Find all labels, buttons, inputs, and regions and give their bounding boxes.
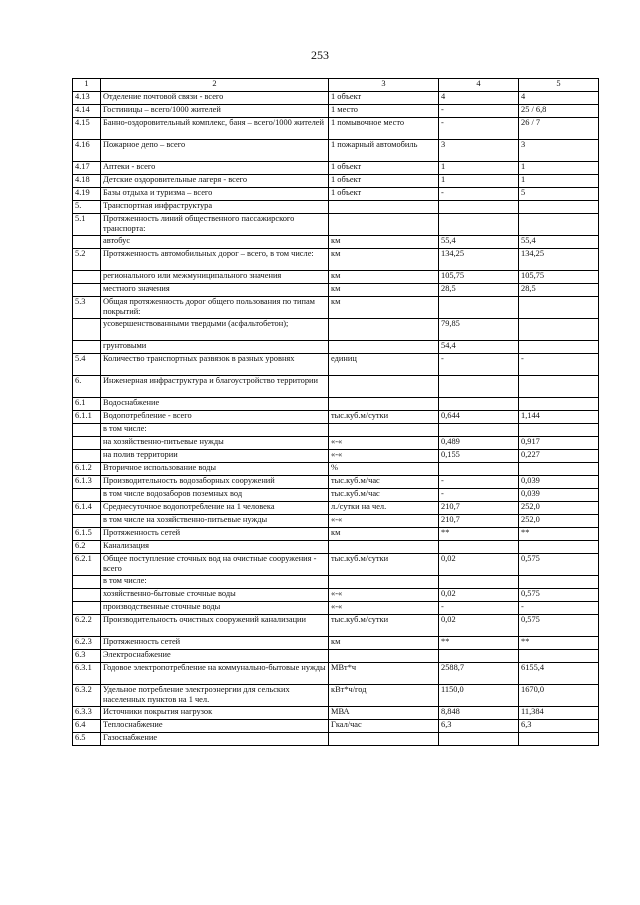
header-col-1: 1: [73, 79, 101, 92]
unit: [329, 201, 439, 214]
table-row: [73, 720, 599, 733]
row-number: 6.: [73, 376, 101, 398]
indicator-name: местного значения: [101, 284, 329, 297]
value-target: [519, 733, 599, 746]
row-number: 4.16: [73, 140, 101, 162]
row-number: [73, 489, 101, 502]
unit: км: [329, 297, 439, 319]
header-col-2: 2: [101, 79, 329, 92]
value-current: 79,85: [439, 319, 519, 341]
header-row: [73, 79, 599, 92]
indicator-name: в том числе:: [101, 576, 329, 589]
value-target: [519, 201, 599, 214]
value-current: [439, 576, 519, 589]
value-target: 25 / 6,8: [519, 105, 599, 118]
indicator-name: Водопотребление - всего: [101, 411, 329, 424]
indicator-name: Базы отдыха и туризма – всего: [101, 188, 329, 201]
unit: «-«: [329, 589, 439, 602]
value-current: [439, 398, 519, 411]
unit: тыс.куб.м/сутки: [329, 554, 439, 576]
value-target: [519, 341, 599, 354]
table-row: [73, 424, 599, 437]
indicator-name: Канализация: [101, 541, 329, 554]
table-row: [73, 528, 599, 541]
value-target: 5: [519, 188, 599, 201]
value-current: -: [439, 354, 519, 376]
unit: «-«: [329, 515, 439, 528]
unit: км: [329, 271, 439, 284]
value-target: **: [519, 637, 599, 650]
value-current: 105,75: [439, 271, 519, 284]
row-number: 6.2.3: [73, 637, 101, 650]
indicator-name: в том числе на хозяйственно-питьевые нужды: [101, 515, 329, 528]
indicator-name: Теплоснабжение: [101, 720, 329, 733]
value-target: -: [519, 602, 599, 615]
row-number: [73, 602, 101, 615]
table-row: [73, 236, 599, 249]
table-row: [73, 188, 599, 201]
unit: 1 объект: [329, 92, 439, 105]
row-number: [73, 271, 101, 284]
value-target: 0,575: [519, 615, 599, 637]
value-current: [439, 201, 519, 214]
indicator-name: Годовое электропотребление на коммунально-бытовые нужды: [101, 663, 329, 685]
table-row: [73, 589, 599, 602]
value-target: 0,039: [519, 489, 599, 502]
unit: [329, 650, 439, 663]
row-number: 6.3.2: [73, 685, 101, 707]
row-number: [73, 319, 101, 341]
value-target: [519, 398, 599, 411]
unit: 1 объект: [329, 175, 439, 188]
table-row: [73, 637, 599, 650]
row-number: [73, 424, 101, 437]
row-number: 6.3: [73, 650, 101, 663]
table-row: [73, 92, 599, 105]
table-row: [73, 411, 599, 424]
value-target: 134,25: [519, 249, 599, 271]
table-row: [73, 376, 599, 398]
unit: [329, 319, 439, 341]
row-number: 5.: [73, 201, 101, 214]
value-current: 210,7: [439, 502, 519, 515]
row-number: 4.17: [73, 162, 101, 175]
indicator-name: Банно-оздоровительный комплекс, баня – всего/1000 жителей: [101, 118, 329, 140]
header-col-3: 3: [329, 79, 439, 92]
value-current: -: [439, 489, 519, 502]
value-current: 210,7: [439, 515, 519, 528]
row-number: 6.5: [73, 733, 101, 746]
data-table: [72, 78, 599, 746]
value-target: 11,384: [519, 707, 599, 720]
value-current: 8,848: [439, 707, 519, 720]
row-number: [73, 341, 101, 354]
table-row: [73, 663, 599, 685]
value-current: 0,489: [439, 437, 519, 450]
value-target: [519, 376, 599, 398]
value-target: [519, 319, 599, 341]
value-current: [439, 463, 519, 476]
unit: [329, 398, 439, 411]
value-target: 6,3: [519, 720, 599, 733]
row-number: [73, 576, 101, 589]
value-target: 4: [519, 92, 599, 105]
indicator-name: Электроснабжение: [101, 650, 329, 663]
indicator-name: Водоснабжение: [101, 398, 329, 411]
unit: кВт*ч/год: [329, 685, 439, 707]
value-current: 4: [439, 92, 519, 105]
value-target: [519, 463, 599, 476]
value-target: 55,4: [519, 236, 599, 249]
unit: [329, 576, 439, 589]
value-current: 55,4: [439, 236, 519, 249]
unit: л./сутки на чел.: [329, 502, 439, 515]
unit: тыс.куб.м/час: [329, 489, 439, 502]
table-row: [73, 489, 599, 502]
value-current: 1: [439, 162, 519, 175]
value-target: 252,0: [519, 515, 599, 528]
table-row: [73, 450, 599, 463]
table-row: [73, 615, 599, 637]
table-row: [73, 707, 599, 720]
unit: км: [329, 637, 439, 650]
row-number: 6.1.2: [73, 463, 101, 476]
value-target: 28,5: [519, 284, 599, 297]
value-current: 3: [439, 140, 519, 162]
table-row: [73, 162, 599, 175]
unit: [329, 214, 439, 236]
table-row: [73, 476, 599, 489]
row-number: 6.3.3: [73, 707, 101, 720]
value-current: 0,155: [439, 450, 519, 463]
row-number: 5.3: [73, 297, 101, 319]
value-target: 0,575: [519, 554, 599, 576]
table-body: [73, 92, 599, 746]
row-number: 4.19: [73, 188, 101, 201]
table-row: [73, 650, 599, 663]
indicator-name: Производительность водозаборных сооружений: [101, 476, 329, 489]
table-row: [73, 297, 599, 319]
indicator-name: усовершенствованными твердыми (асфальтобетон);: [101, 319, 329, 341]
unit: МВт*ч: [329, 663, 439, 685]
value-current: 1150,0: [439, 685, 519, 707]
value-target: 0,227: [519, 450, 599, 463]
indicator-name: Протяженность сетей: [101, 528, 329, 541]
table-row: [73, 733, 599, 746]
row-number: [73, 515, 101, 528]
indicator-name: Протяженность сетей: [101, 637, 329, 650]
indicator-name: хозяйственно-бытовые сточные воды: [101, 589, 329, 602]
row-number: 5.2: [73, 249, 101, 271]
indicator-name: на полив территории: [101, 450, 329, 463]
value-current: 0,02: [439, 554, 519, 576]
indicator-name: на хозяйственно-питьевые нужды: [101, 437, 329, 450]
row-number: 6.1.1: [73, 411, 101, 424]
indicator-name: Инженерная инфраструктура и благоустройство территории: [101, 376, 329, 398]
table-row: [73, 437, 599, 450]
value-current: [439, 214, 519, 236]
row-number: [73, 437, 101, 450]
value-target: [519, 650, 599, 663]
row-number: 4.15: [73, 118, 101, 140]
indicator-name: производственные сточные воды: [101, 602, 329, 615]
row-number: 4.18: [73, 175, 101, 188]
indicator-name: Отделение почтовой связи - всего: [101, 92, 329, 105]
unit: тыс.куб.м/час: [329, 476, 439, 489]
value-current: -: [439, 105, 519, 118]
table-row: [73, 341, 599, 354]
value-target: 105,75: [519, 271, 599, 284]
value-target: 0,917: [519, 437, 599, 450]
unit: «-«: [329, 450, 439, 463]
row-number: 6.1: [73, 398, 101, 411]
value-target: 3: [519, 140, 599, 162]
row-number: 5.4: [73, 354, 101, 376]
indicator-name: Среднесуточное водопотребление на 1 человека: [101, 502, 329, 515]
table-row: [73, 463, 599, 476]
value-target: 6155,4: [519, 663, 599, 685]
value-current: [439, 297, 519, 319]
table-row: [73, 284, 599, 297]
table-row: [73, 105, 599, 118]
row-number: 4.13: [73, 92, 101, 105]
value-current: -: [439, 476, 519, 489]
table-row: [73, 685, 599, 707]
value-current: [439, 650, 519, 663]
indicator-name: грунтовыми: [101, 341, 329, 354]
value-target: [519, 214, 599, 236]
indicator-name: Количество транспортных развязок в разных уровнях: [101, 354, 329, 376]
value-current: -: [439, 188, 519, 201]
value-current: [439, 424, 519, 437]
value-current: 2588,7: [439, 663, 519, 685]
value-current: 0,02: [439, 589, 519, 602]
header-col-5: 5: [519, 79, 599, 92]
table-row: [73, 140, 599, 162]
row-number: 6.1.5: [73, 528, 101, 541]
unit: 1 помывочное место: [329, 118, 439, 140]
unit: «-«: [329, 437, 439, 450]
unit: [329, 733, 439, 746]
row-number: 6.2: [73, 541, 101, 554]
unit: км: [329, 236, 439, 249]
indicator-name: в том числе водозаборов поземных вод: [101, 489, 329, 502]
value-current: 54,4: [439, 341, 519, 354]
row-number: [73, 450, 101, 463]
value-target: 0,575: [519, 589, 599, 602]
indicator-name: Транспортная инфраструктура: [101, 201, 329, 214]
indicator-name: в том числе:: [101, 424, 329, 437]
table-row: [73, 271, 599, 284]
value-target: [519, 424, 599, 437]
unit: км: [329, 284, 439, 297]
row-number: 6.3.1: [73, 663, 101, 685]
indicator-name: Пожарное депо – всего: [101, 140, 329, 162]
table-row: [73, 576, 599, 589]
indicator-name: Вторичное использование воды: [101, 463, 329, 476]
row-number: 6.2.2: [73, 615, 101, 637]
row-number: [73, 236, 101, 249]
table-row: [73, 502, 599, 515]
table-row: [73, 541, 599, 554]
value-current: 6,3: [439, 720, 519, 733]
unit: км: [329, 249, 439, 271]
value-current: 0,02: [439, 615, 519, 637]
row-number: 6.2.1: [73, 554, 101, 576]
table-row: [73, 118, 599, 140]
value-target: 1: [519, 175, 599, 188]
value-current: **: [439, 637, 519, 650]
value-target: [519, 576, 599, 589]
unit: км: [329, 528, 439, 541]
indicator-name: Производительность очистных сооружений канализации: [101, 615, 329, 637]
indicator-name: Газоснабжение: [101, 733, 329, 746]
indicator-name: Общая протяженность дорог общего пользования по типам покрытий:: [101, 297, 329, 319]
indicator-name: Общее поступление сточных вод на очистные сооружения - всего: [101, 554, 329, 576]
value-target: 0,039: [519, 476, 599, 489]
unit: «-«: [329, 602, 439, 615]
value-target: 26 / 7: [519, 118, 599, 140]
row-number: 6.1.3: [73, 476, 101, 489]
table-row: [73, 175, 599, 188]
value-target: [519, 541, 599, 554]
value-current: -: [439, 602, 519, 615]
indicator-name: автобус: [101, 236, 329, 249]
value-current: [439, 376, 519, 398]
table-row: [73, 554, 599, 576]
indicator-name: Протяженность линий общественного пассажирского транспорта:: [101, 214, 329, 236]
indicator-name: Гостиницы – всего/1000 жителей: [101, 105, 329, 118]
table-row: [73, 214, 599, 236]
header-col-4: 4: [439, 79, 519, 92]
table-row: [73, 249, 599, 271]
unit: [329, 541, 439, 554]
table-row: [73, 201, 599, 214]
unit: тыс.куб.м/сутки: [329, 411, 439, 424]
value-current: 0,644: [439, 411, 519, 424]
unit: 1 объект: [329, 188, 439, 201]
value-target: 1: [519, 162, 599, 175]
table-row: [73, 515, 599, 528]
unit: [329, 376, 439, 398]
table-row: [73, 398, 599, 411]
table-row: [73, 319, 599, 341]
value-target: 1670,0: [519, 685, 599, 707]
table-row: [73, 602, 599, 615]
unit: [329, 424, 439, 437]
row-number: [73, 589, 101, 602]
unit: %: [329, 463, 439, 476]
indicator-name: Детские оздоровительные лагеря - всего: [101, 175, 329, 188]
indicator-name: Протяженность автомобильных дорог – всего, в том числе:: [101, 249, 329, 271]
value-target: -: [519, 354, 599, 376]
value-target: **: [519, 528, 599, 541]
page-number: 253: [311, 48, 329, 62]
indicator-name: Аптеки - всего: [101, 162, 329, 175]
indicator-name: Удельное потребление электроэнергии для сельских населенных пунктов на 1 чел.: [101, 685, 329, 707]
value-current: 134,25: [439, 249, 519, 271]
unit: 1 объект: [329, 162, 439, 175]
value-current: 28,5: [439, 284, 519, 297]
unit: тыс.куб.м/сутки: [329, 615, 439, 637]
row-number: [73, 284, 101, 297]
table-row: [73, 354, 599, 376]
value-target: 1,144: [519, 411, 599, 424]
value-current: 1: [439, 175, 519, 188]
unit: 1 место: [329, 105, 439, 118]
row-number: 4.14: [73, 105, 101, 118]
value-current: -: [439, 118, 519, 140]
row-number: 6.1.4: [73, 502, 101, 515]
value-target: 252,0: [519, 502, 599, 515]
value-current: **: [439, 528, 519, 541]
value-target: [519, 297, 599, 319]
indicator-name: Источники покрытия нагрузок: [101, 707, 329, 720]
unit: Гкал/час: [329, 720, 439, 733]
indicator-name: регионального или межмуниципального значения: [101, 271, 329, 284]
row-number: 6.4: [73, 720, 101, 733]
value-current: [439, 541, 519, 554]
unit: [329, 341, 439, 354]
unit: 1 пожарный автомобиль: [329, 140, 439, 162]
row-number: 5.1: [73, 214, 101, 236]
unit: МВА: [329, 707, 439, 720]
unit: единиц: [329, 354, 439, 376]
value-current: [439, 733, 519, 746]
